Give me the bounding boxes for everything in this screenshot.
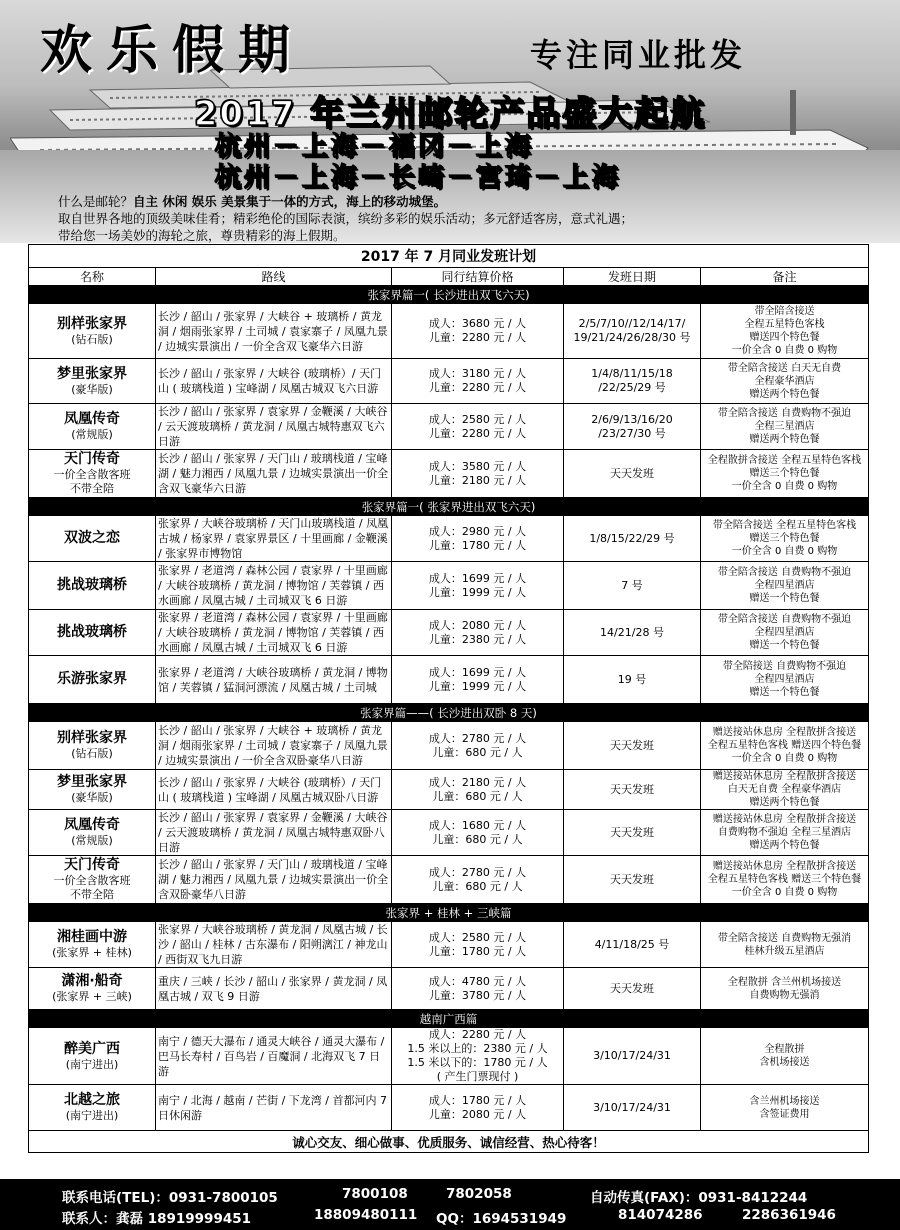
intro-line-3: 带给您一场美妙的海轮之旅，尊贵精彩的海上假期。 xyxy=(58,228,346,243)
note-line: 赠送接站休息房 全程散拼含接送 xyxy=(712,727,857,738)
route-cell: 张家界 / 老道湾 / 森林公园 / 袁家界 / 十里画廊 / 大峡谷玻璃桥 / 黄龙洞 / 博物馆 / 芙蓉镇 / 西水画廊 / 凤凰古城 / 土司城双飞 6 日游 xyxy=(156,562,392,610)
cruise-route-2: 杭州－上海－长崎－宫琦－上海 xyxy=(215,163,622,193)
price-line: 儿童：1999 元 / 人 xyxy=(428,585,527,599)
note-line: 带全陪含接送 xyxy=(754,306,815,317)
date-cell xyxy=(564,656,701,704)
note-line: 自费购物不强迫 全程三星酒店 xyxy=(717,827,852,838)
product-edition: (张家界 + 三峡) xyxy=(52,990,132,1003)
price-cell xyxy=(392,722,564,770)
product-edition: 不带全陪 xyxy=(70,482,114,495)
note-cell xyxy=(701,1085,869,1131)
product-edition: (豪华版) xyxy=(71,382,113,396)
price-cell xyxy=(392,1028,564,1085)
price-line: 儿童：680 元 / 人 xyxy=(432,745,523,759)
section-title: 张家界篇一( 张家界进出双飞六天) xyxy=(29,498,869,516)
price-line: 成人：2580 元 / 人 xyxy=(428,930,527,944)
section-header-row xyxy=(29,286,869,304)
product-name-cell xyxy=(29,304,156,359)
price-cell xyxy=(392,922,564,968)
route-cell: 长沙 / 韶山 / 张家界 / 袁家界 / 金鞭溪 / 大峡谷 / 云天渡玻璃桥 / 黄龙洞 / 凤凰古城特惠双飞六日游 xyxy=(156,404,392,450)
product-name-cell xyxy=(29,722,156,770)
intro-line-1: 什么是邮轮？自主 休闲 娱乐 美景集于一体的方式，海上的移动城堡。 xyxy=(58,194,447,209)
section-title: 张家界篇——( 长沙进出双卧 8 天) xyxy=(29,704,869,722)
price-line: 成人：3580 元 / 人 xyxy=(428,459,527,473)
price-line: 1.5 米以下的：1780 元 / 人 xyxy=(407,1056,548,1069)
qq-3: 2286361946 xyxy=(742,1207,836,1223)
product-edition: (常规版) xyxy=(71,834,113,847)
date-cell xyxy=(564,562,701,610)
date-line: 14/21/28 号 xyxy=(600,625,664,639)
note-line: 带全陪含接送 自费购物无强消 xyxy=(717,932,852,944)
price-line: 儿童：680 元 / 人 xyxy=(432,832,523,846)
mobile-2: 18809480111 xyxy=(314,1207,418,1223)
note-cell xyxy=(701,968,869,1010)
product-edition: (豪华版) xyxy=(71,791,113,804)
note-line: 赠送一个特色餐 xyxy=(749,640,820,651)
table-row xyxy=(29,562,869,610)
note-line: 含兰州机场接送 xyxy=(749,1095,820,1107)
date-cell xyxy=(564,770,701,810)
price-line: 儿童：2080 元 / 人 xyxy=(428,1107,527,1121)
price-line: 成人：1699 元 / 人 xyxy=(428,665,527,679)
product-name: 梦里张家界 xyxy=(57,774,127,790)
price-cell xyxy=(392,770,564,810)
qq-1: QQ：1694531949 xyxy=(436,1211,567,1227)
price-line: 儿童：2280 元 / 人 xyxy=(428,426,527,440)
note-line: 全程豪华酒店 xyxy=(754,375,815,387)
section-title: 张家界篇一( 长沙进出双飞六天) xyxy=(29,286,869,304)
note-line: 全程五星特色客栈 赠送三个特色餐 xyxy=(707,874,862,885)
date-line: 2/5/7/10//12/14/17/ xyxy=(578,317,686,330)
product-edition: (南宁进出) xyxy=(65,1109,119,1122)
date-cell xyxy=(564,922,701,968)
product-name: 凤凰传奇 xyxy=(64,817,120,833)
note-line: 赠送两个特色餐 xyxy=(749,797,820,808)
note-line: 赠送接站休息房 全程散拼含接送 xyxy=(712,771,857,782)
price-line: 成人：2080 元 / 人 xyxy=(428,618,527,632)
price-cell xyxy=(392,450,564,498)
note-cell xyxy=(701,856,869,904)
note-cell xyxy=(701,562,869,610)
header-price: 同行结算价格 xyxy=(392,268,564,286)
note-cell xyxy=(701,516,869,562)
date-cell xyxy=(564,404,701,450)
route-cell: 张家界 / 老道湾 / 森林公园 / 袁家界 / 十里画廊 / 大峡谷玻璃桥 / 黄龙洞 / 博物馆 / 芙蓉镇 / 西水画廊 / 凤凰古城 / 土司城双飞 6 日游 xyxy=(156,610,392,656)
note-line: 赠送接站休息房 全程散拼含接送 xyxy=(712,814,857,825)
price-line: 成人：3180 元 / 人 xyxy=(428,367,527,380)
product-name: 别样张家界 xyxy=(57,315,127,332)
tel-3: 7802058 xyxy=(446,1186,512,1202)
note-line: 自费购物无强消 xyxy=(749,989,820,1001)
price-line: 成人：2780 元 / 人 xyxy=(428,865,527,879)
price-cell xyxy=(392,856,564,904)
note-line: 桂林升级五星酒店 xyxy=(744,945,825,957)
route-cell: 南宁 / 北海 / 越南 / 芒街 / 下龙湾 / 首都河内 7 日休闲游 xyxy=(156,1085,392,1131)
note-cell xyxy=(701,304,869,359)
price-line: 成人：4780 元 / 人 xyxy=(428,974,527,988)
note-line: 全程散拼含接送 全程五星特色客栈 xyxy=(707,455,862,466)
price-cell xyxy=(392,562,564,610)
date-cell xyxy=(564,304,701,359)
price-line: 成人：1699 元 / 人 xyxy=(428,571,527,585)
product-name-cell xyxy=(29,922,156,968)
note-line: 全程三星酒店 xyxy=(754,421,815,432)
headline: 2017 年兰州邮轮产品盛大起航 xyxy=(193,94,707,134)
note-line: 带全陪含接送 全程五星特色客栈 xyxy=(712,520,857,531)
brand-subtitle: 专注同业批发 xyxy=(530,36,747,74)
section-title: 越南广西篇 xyxy=(29,1010,869,1028)
note-cell xyxy=(701,656,869,704)
price-cell xyxy=(392,656,564,704)
price-line: 儿童：680 元 / 人 xyxy=(432,789,523,803)
cruise-route-1: 杭州－上海－福冈－上海 xyxy=(215,132,535,162)
route-cell: 重庆 / 三峡 / 长沙 / 韶山 / 张家界 / 黄龙洞 / 凤凰古城 / 双飞 9 日游 xyxy=(156,968,392,1010)
product-name: 凤凰传奇 xyxy=(64,411,120,427)
note-line: 全程四星酒店 xyxy=(754,674,815,685)
date-line: 3/10/17/24/31 xyxy=(593,1049,671,1062)
date-cell xyxy=(564,856,701,904)
price-line: 成人：2180 元 / 人 xyxy=(428,775,527,789)
note-line: 一价全含 0 自费 0 购物 xyxy=(731,481,838,492)
note-line: 赠送一个特色餐 xyxy=(749,593,820,604)
product-name: 潇湘·船奇 xyxy=(61,973,123,989)
date-cell xyxy=(564,1028,701,1085)
product-edition: (张家界 + 桂林) xyxy=(52,946,132,959)
date-line: 天天发班 xyxy=(610,782,654,796)
product-edition: (钻石版) xyxy=(71,747,113,760)
note-line: 一价全含 0 自费 0 购物 xyxy=(731,887,838,898)
note-line: 带全陪含接送 白天无自费 xyxy=(727,362,842,374)
product-name: 天门传奇 xyxy=(64,451,120,467)
note-line: 一价全含 0 自费 0 购物 xyxy=(731,345,838,356)
date-line: 天天发班 xyxy=(610,872,654,886)
brand-title: 欢乐假期 xyxy=(40,20,305,81)
intro-line-2: 取自世界各地的顶级美味佳肴；精彩绝伦的国际表演，缤纷多彩的娱乐活动；多元舒适客房，意式礼遇； xyxy=(58,211,634,226)
price-line: 儿童：3780 元 / 人 xyxy=(428,988,527,1002)
route-cell: 张家界 / 老道湾 / 大峡谷玻璃桥 / 黄龙洞 / 博物馆 / 芙蓉镇 / 猛洞河漂流 / 凤凰古城 / 土司城 xyxy=(156,656,392,704)
note-line: 全程四星酒店 xyxy=(754,627,815,638)
price-cell xyxy=(392,610,564,656)
product-edition: (钻石版) xyxy=(71,332,113,346)
table-row xyxy=(29,656,869,704)
route-cell: 张家界 / 大峡谷玻璃桥 / 黄龙洞 / 凤凰古城 / 长沙 / 韶山 / 桂林 / 古东瀑布 / 阳朔漓江 / 神龙山 / 西街双飞九日游 xyxy=(156,922,392,968)
note-line: 一价全含 0 自费 0 购物 xyxy=(731,546,838,557)
tel-2: 7800108 xyxy=(342,1186,408,1202)
date-cell xyxy=(564,722,701,770)
product-name-cell xyxy=(29,404,156,450)
price-line: 成人：2280 元 / 人 xyxy=(428,1028,527,1041)
product-name: 梦里张家界 xyxy=(57,365,127,382)
note-line: 带全陪含接送 自费购物不强迫 xyxy=(717,567,852,578)
route-cell: 长沙 / 韶山 / 张家界 / 大峡谷 (玻璃桥）/ 天门山 ( 玻璃栈道 ) 宝峰湖 / 凤凰古城双飞六日游 xyxy=(156,359,392,404)
price-cell xyxy=(392,404,564,450)
table-footer-slogan: 诚心交友、细心做事、优质服务、诚信经营、热心待客！ xyxy=(29,1131,869,1153)
note-cell xyxy=(701,770,869,810)
table-row xyxy=(29,1028,869,1085)
note-line: 带全陪接送 自费购物不强迫 xyxy=(722,661,847,672)
route-cell: 张家界 / 大峡谷玻璃桥 / 天门山玻璃栈道 / 凤凰古城 / 杨家界 / 袁家界景区 / 十里画廊 / 金鞭溪 / 张家界市博物馆 xyxy=(156,516,392,562)
product-name: 湘桂画中游 xyxy=(57,929,127,945)
product-name: 乐游张家界 xyxy=(57,671,127,687)
note-cell xyxy=(701,610,869,656)
date-line: 2/6/9/13/16/20 xyxy=(591,412,673,426)
date-cell xyxy=(564,1085,701,1131)
price-line: ( 产生门票现付 ) xyxy=(436,1070,519,1083)
route-cell: 长沙 / 韶山 / 张家界 / 袁家界 / 金鞭溪 / 大峡谷 / 云天渡玻璃桥 / 黄龙洞 / 凤凰古城特惠双卧八日游 xyxy=(156,810,392,856)
note-line: 白天无自费 全程豪华酒店 xyxy=(727,784,842,795)
price-cell xyxy=(392,516,564,562)
product-name: 北越之旅 xyxy=(64,1092,120,1108)
date-line: 19 号 xyxy=(617,672,647,686)
price-cell xyxy=(392,968,564,1010)
product-name: 天门传奇 xyxy=(64,857,120,873)
table-title: 2017 年 7 月同业发班计划 xyxy=(29,245,869,268)
product-name: 挑战玻璃桥 xyxy=(57,624,127,640)
route-cell: 长沙 / 韶山 / 张家界 / 大峡谷 + 玻璃桥 / 黄龙洞 / 烟雨张家界 / 土司城 / 袁家寨子 / 凤凰九景 / 边城实景演出 / 一价全含双飞豪华六日游 xyxy=(156,304,392,359)
fax: 自动传真(FAX)：0931-8412244 xyxy=(590,1190,808,1206)
date-cell xyxy=(564,359,701,404)
product-name: 双波之恋 xyxy=(64,530,120,546)
table-row xyxy=(29,968,869,1010)
price-line: 儿童：1780 元 / 人 xyxy=(428,538,527,552)
product-name-cell xyxy=(29,359,156,404)
route-cell: 南宁 / 德天大瀑布 / 通灵大峡谷 / 通灵大瀑布 / 巴马长寿村 / 百鸟岩 / 百魔洞 / 北海双飞 7 日游 xyxy=(156,1028,392,1085)
note-cell xyxy=(701,722,869,770)
table-row xyxy=(29,722,869,770)
header-banner xyxy=(0,0,900,243)
product-name-cell xyxy=(29,450,156,498)
date-cell xyxy=(564,810,701,856)
header-note: 备注 xyxy=(701,268,869,286)
price-line: 儿童：680 元 / 人 xyxy=(432,879,523,893)
note-line: 全程四星酒店 xyxy=(754,580,815,591)
route-cell: 长沙 / 韶山 / 张家界 / 天门山 / 玻璃栈道 / 宝峰湖 / 魅力湘西 / 凤凰九景 / 边城实景演出一价全含双卧豪华八日游 xyxy=(156,856,392,904)
note-cell xyxy=(701,450,869,498)
price-line: 1.5 米以上的：2380 元 / 人 xyxy=(407,1042,548,1055)
table-row xyxy=(29,450,869,498)
qq-2: 814074286 xyxy=(618,1207,703,1223)
product-edition: (常规版) xyxy=(71,428,113,441)
note-line: 全程五星特色客栈 赠送四个特色餐 xyxy=(707,740,862,751)
product-name-cell xyxy=(29,1028,156,1085)
note-cell xyxy=(701,810,869,856)
section-header-row xyxy=(29,904,869,922)
product-name-cell xyxy=(29,656,156,704)
section-title: 张家界 + 桂林 + 三峡篇 xyxy=(29,904,869,922)
route-cell: 长沙 / 韶山 / 张家界 / 大峡谷 + 玻璃桥 / 黄龙洞 / 烟雨张家界 / 土司城 / 袁家寨子 / 凤凰九景 / 边城实景演出 / 一价全含双卧豪华八日游 xyxy=(156,722,392,770)
price-line: 成人：3680 元 / 人 xyxy=(428,317,527,330)
price-line: 成人：2780 元 / 人 xyxy=(428,731,527,745)
note-line: 全程五星特色客栈 xyxy=(744,319,825,330)
header-route: 路线 xyxy=(156,268,392,286)
table-row xyxy=(29,922,869,968)
section-header-row xyxy=(29,498,869,516)
table-header-row xyxy=(29,268,869,286)
date-line: 7 号 xyxy=(621,578,643,592)
table-row xyxy=(29,359,869,404)
note-line: 全程散拼 含兰州机场接送 xyxy=(727,976,842,988)
note-line: 含机场接送 xyxy=(759,1057,810,1068)
date-line: /23/27/30 号 xyxy=(598,426,666,440)
date-cell xyxy=(564,450,701,498)
product-name-cell xyxy=(29,1085,156,1131)
table-row xyxy=(29,856,869,904)
date-line: 3/10/17/24/31 xyxy=(593,1100,671,1114)
note-line: 赠送接站休息房 全程散拼含接送 xyxy=(712,861,857,872)
note-line: 赠送两个特色餐 xyxy=(749,840,820,851)
note-line: 含签证费用 xyxy=(759,1108,810,1120)
contact-bar xyxy=(0,1179,900,1230)
date-line: 1/4/8/11/15/18 xyxy=(591,367,673,380)
date-line: 4/11/18/25 号 xyxy=(594,937,670,951)
date-line: /22/25/29 号 xyxy=(598,381,666,394)
table-row xyxy=(29,304,869,359)
route-cell: 长沙 / 韶山 / 张家界 / 天门山 / 玻璃栈道 / 宝峰湖 / 魅力湘西 / 凤凰九景 / 边城实景演出一价全含双飞豪华六日游 xyxy=(156,450,392,498)
note-line: 赠送三个特色餐 xyxy=(749,533,820,544)
table-title-row xyxy=(29,245,869,268)
price-line: 儿童：2380 元 / 人 xyxy=(428,632,527,646)
price-line: 成人：2980 元 / 人 xyxy=(428,524,527,538)
note-line: 赠送两个特色餐 xyxy=(749,388,820,400)
price-cell xyxy=(392,1085,564,1131)
table-row xyxy=(29,516,869,562)
date-line: 天天发班 xyxy=(610,825,654,839)
route-cell: 长沙 / 韶山 / 张家界 / 大峡谷 (玻璃桥）/ 天门山 ( 玻璃栈道 ) 宝峰湖 / 凤凰古城双卧八日游 xyxy=(156,770,392,810)
product-name: 挑战玻璃桥 xyxy=(57,577,127,593)
price-cell xyxy=(392,304,564,359)
product-name: 别样张家界 xyxy=(57,730,127,746)
note-line: 赠送一个特色餐 xyxy=(749,687,820,698)
contact-person: 联系人：龚磊 18919999451 xyxy=(62,1211,252,1227)
price-line: 儿童：2280 元 / 人 xyxy=(428,331,527,344)
note-line: 带全陪含接送 自费购物不强迫 xyxy=(717,614,852,625)
product-edition: 一价全含散客班 xyxy=(53,874,131,887)
note-cell xyxy=(701,359,869,404)
note-line: 一价全含 0 自费 0 购物 xyxy=(731,753,838,764)
date-line: 19/21/24/26/28/30 号 xyxy=(573,331,691,344)
price-line: 成人：2580 元 / 人 xyxy=(428,412,527,426)
table-row xyxy=(29,810,869,856)
section-header-row xyxy=(29,704,869,722)
note-line: 全程散拼 xyxy=(764,1044,805,1055)
note-line: 带全陪含接送 自费购物不强迫 xyxy=(717,408,852,419)
table-row xyxy=(29,404,869,450)
note-line: 赠送四个特色餐 xyxy=(749,332,820,343)
price-cell xyxy=(392,810,564,856)
note-cell xyxy=(701,922,869,968)
product-edition: (南宁进出) xyxy=(65,1057,119,1071)
header-name: 名称 xyxy=(29,268,156,286)
product-edition: 不带全陪 xyxy=(70,888,114,901)
schedule-table xyxy=(28,244,869,1153)
note-line: 赠送两个特色餐 xyxy=(749,434,820,445)
price-line: 儿童：1999 元 / 人 xyxy=(428,679,527,693)
section-header-row xyxy=(29,1010,869,1028)
note-cell xyxy=(701,1028,869,1085)
product-name-cell xyxy=(29,610,156,656)
date-cell xyxy=(564,968,701,1010)
table-footer-row xyxy=(29,1131,869,1153)
date-cell xyxy=(564,516,701,562)
date-line: 天天发班 xyxy=(610,466,654,480)
product-name-cell xyxy=(29,516,156,562)
date-line: 1/8/15/22/29 号 xyxy=(589,531,675,545)
header-date: 发班日期 xyxy=(564,268,701,286)
price-cell xyxy=(392,359,564,404)
table-row xyxy=(29,770,869,810)
product-name-cell xyxy=(29,968,156,1010)
date-line: 天天发班 xyxy=(610,981,654,995)
product-name-cell xyxy=(29,562,156,610)
price-line: 儿童：1780 元 / 人 xyxy=(428,944,527,958)
product-edition: 一价全含散客班 xyxy=(53,468,131,481)
product-name-cell xyxy=(29,810,156,856)
note-cell xyxy=(701,404,869,450)
price-line: 成人：1780 元 / 人 xyxy=(428,1093,527,1107)
date-line: 天天发班 xyxy=(610,738,654,752)
price-line: 儿童：2280 元 / 人 xyxy=(428,381,527,394)
note-line: 赠送三个特色餐 xyxy=(749,468,820,479)
product-name-cell xyxy=(29,856,156,904)
product-name: 醉美广西 xyxy=(64,1040,120,1057)
product-name-cell xyxy=(29,770,156,810)
date-cell xyxy=(564,610,701,656)
table-row xyxy=(29,610,869,656)
price-line: 儿童：2180 元 / 人 xyxy=(428,473,527,487)
price-line: 成人：1680 元 / 人 xyxy=(428,818,527,832)
table-row xyxy=(29,1085,869,1131)
tel-main: 联系电话(TEL)：0931-7800105 xyxy=(62,1190,278,1206)
